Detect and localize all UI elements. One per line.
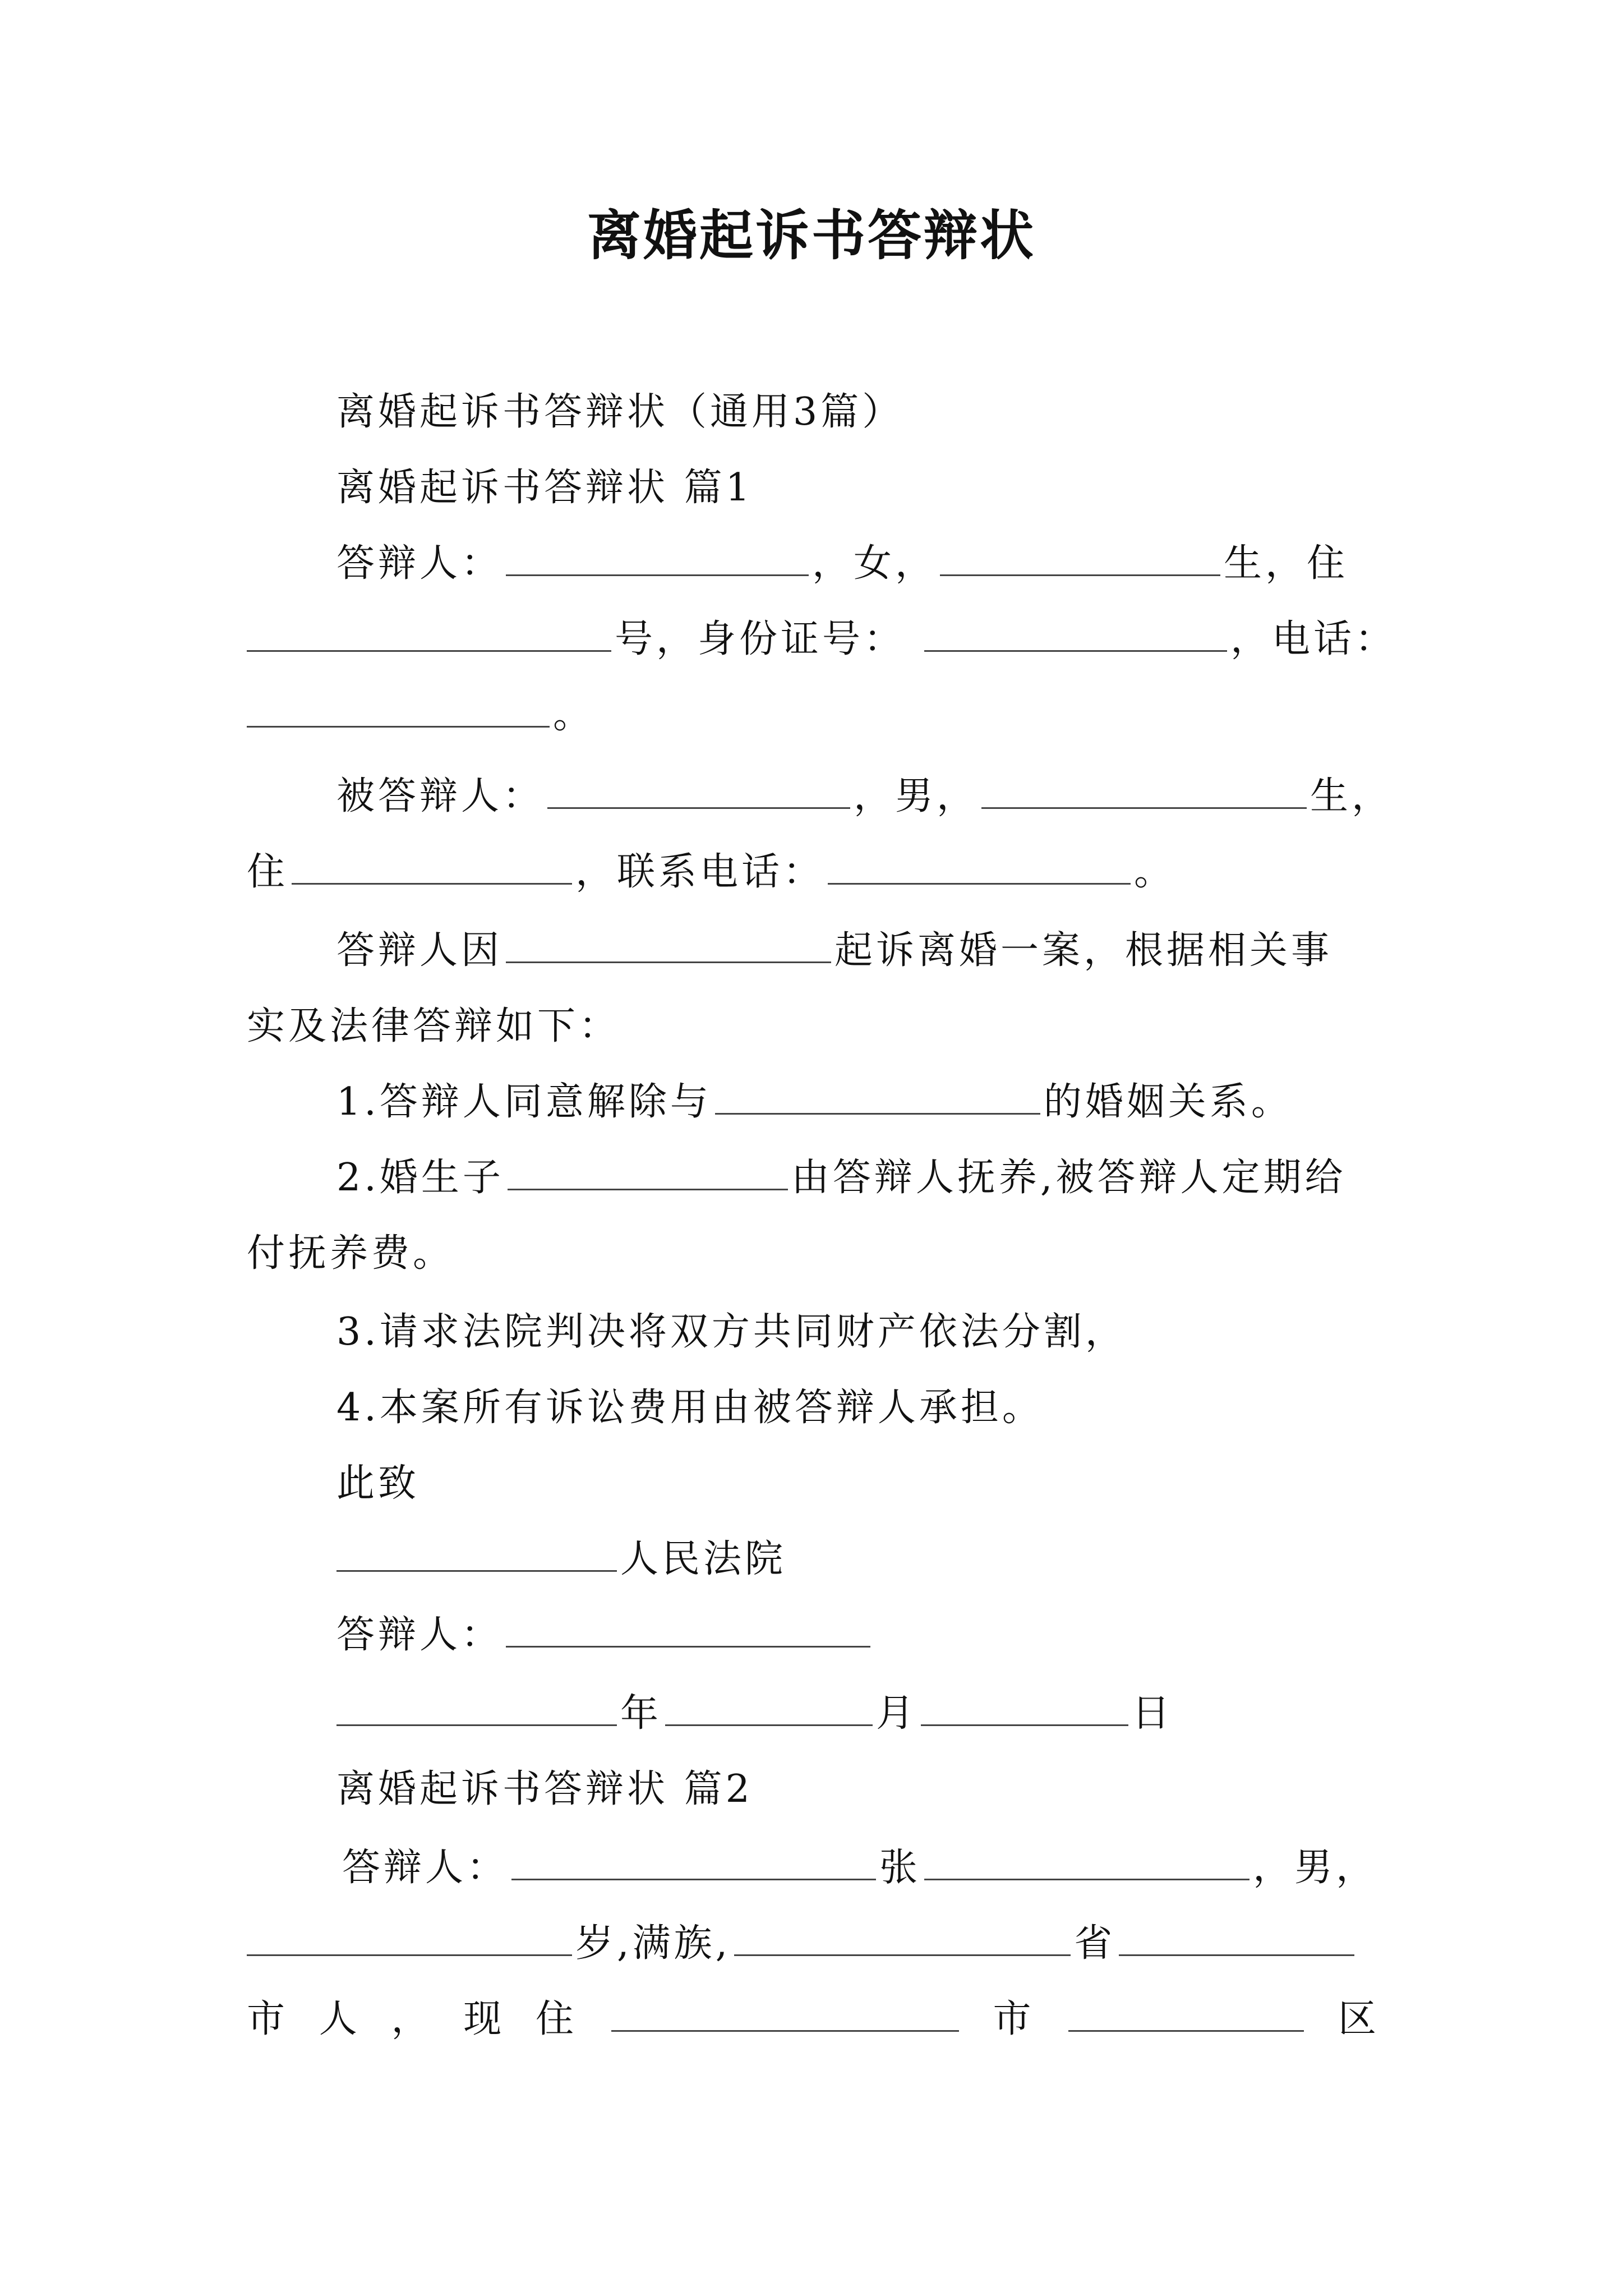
subtitle: 离婚起诉书答辩状（通用3篇） bbox=[336, 390, 904, 434]
court-label: 人民法院 bbox=[620, 1537, 787, 1581]
s2-respondent-label: 答辩人： bbox=[342, 1846, 509, 1890]
section-heading-2: 离婚起诉书答辩状 篇2 bbox=[336, 1767, 753, 1811]
item-2-suffix: 由答辩人抚养,被答辩人定期给 bbox=[791, 1156, 1347, 1200]
s2-blank-2 bbox=[924, 1845, 1249, 1880]
s2-comma: ， bbox=[391, 1997, 433, 2041]
cause-suffix: 起诉离婚一案，根据相关事 bbox=[834, 928, 1333, 973]
item-1-suffix: 的婚姻关系。 bbox=[1043, 1080, 1293, 1124]
s2-residence-city-blank bbox=[611, 1996, 959, 2032]
s2-age-blank bbox=[247, 1921, 572, 1956]
item-2-prefix: 2.婚生子 bbox=[336, 1156, 504, 1200]
period: 。 bbox=[1134, 850, 1176, 894]
item-2-blank bbox=[508, 1155, 788, 1190]
s2-blank-1 bbox=[511, 1845, 876, 1880]
respondent-line-3 bbox=[247, 690, 594, 740]
defendant-line-1 bbox=[336, 771, 1393, 822]
signer-label: 答辩人： bbox=[336, 1613, 503, 1657]
s2-line-3 bbox=[247, 1994, 1380, 2045]
s2-current-label: 现 bbox=[463, 1997, 505, 2041]
respondent-gender: ，女， bbox=[812, 541, 937, 586]
defendant-address-label: 住 bbox=[247, 850, 289, 894]
item-1 bbox=[336, 1077, 1293, 1128]
respondent-phone-label: ，电话： bbox=[1230, 617, 1396, 661]
respondent-name-blank bbox=[506, 541, 809, 576]
s2-person-label: 人 bbox=[319, 1997, 361, 2041]
cause-line-2: 实及法律答辩如下： bbox=[247, 1004, 621, 1048]
item-2-line-2: 付抚养费。 bbox=[247, 1231, 455, 1276]
s2-province-blank bbox=[734, 1921, 1071, 1956]
respondent-birth-blank bbox=[940, 541, 1220, 576]
respondent-phone-blank bbox=[247, 692, 550, 728]
cause-prefix: 答辩人因 bbox=[336, 928, 503, 973]
respondent-id-label: 号，身份证号： bbox=[615, 617, 906, 661]
s2-surname: 张 bbox=[879, 1846, 921, 1890]
respondent-line-1 bbox=[336, 539, 1348, 589]
s2-live-label: 住 bbox=[536, 1997, 578, 2041]
s2-residence-city-label: 市 bbox=[993, 1997, 1035, 2041]
s2-line-2 bbox=[247, 1918, 1358, 1969]
court-line bbox=[336, 1534, 786, 1585]
respondent-id-blank bbox=[924, 616, 1227, 652]
item-4: 4.本案所有诉讼费用由被答辩人承担。 bbox=[336, 1386, 1044, 1430]
item-2 bbox=[336, 1153, 1347, 1203]
defendant-birth-suffix: 生， bbox=[1310, 774, 1394, 818]
s2-gender: ，男， bbox=[1253, 1846, 1378, 1890]
section-heading-1: 离婚起诉书答辩状 篇1 bbox=[336, 466, 753, 510]
day-label: 日 bbox=[1132, 1691, 1174, 1736]
item-3: 3.请求法院判决将双方共同财产依法分割， bbox=[336, 1310, 1127, 1354]
s2-ethnicity: 岁,满族, bbox=[575, 1921, 731, 1966]
defendant-line-2 bbox=[247, 847, 1175, 898]
respondent-birth-suffix: 生，住 bbox=[1224, 541, 1349, 586]
respondent-line-2 bbox=[247, 614, 1396, 665]
signer-blank bbox=[506, 1612, 870, 1648]
defendant-name-blank bbox=[547, 774, 850, 809]
month-blank bbox=[665, 1691, 873, 1726]
s2-city-blank bbox=[1119, 1921, 1354, 1956]
date-line bbox=[336, 1688, 1173, 1739]
period: 。 bbox=[553, 693, 595, 737]
item-1-prefix: 1.答辩人同意解除与 bbox=[336, 1080, 712, 1124]
cause-blank bbox=[506, 928, 831, 963]
s2-province-label: 省 bbox=[1074, 1921, 1116, 1966]
signer-line bbox=[336, 1610, 874, 1660]
year-label: 年 bbox=[620, 1691, 662, 1736]
defendant-phone-label: ，联系电话： bbox=[575, 850, 825, 894]
s2-line-1 bbox=[342, 1843, 1377, 1893]
day-blank bbox=[921, 1691, 1128, 1726]
s2-district-label: 区 bbox=[1338, 1997, 1380, 2041]
month-label: 月 bbox=[876, 1691, 918, 1736]
defendant-gender: ，男， bbox=[854, 774, 979, 818]
defendant-phone-blank bbox=[828, 849, 1131, 885]
closing-cizhi: 此致 bbox=[336, 1461, 420, 1506]
item-1-blank bbox=[715, 1079, 1040, 1115]
respondent-label: 答辩人： bbox=[336, 541, 503, 586]
defendant-birth-blank bbox=[981, 774, 1307, 809]
year-blank bbox=[336, 1691, 617, 1726]
respondent-address-blank bbox=[247, 616, 611, 652]
defendant-label: 被答辩人： bbox=[336, 774, 545, 818]
defendant-address-blank bbox=[292, 849, 572, 885]
court-blank bbox=[336, 1536, 617, 1572]
cause-line-1 bbox=[336, 926, 1332, 976]
s2-district-blank bbox=[1068, 1996, 1304, 2032]
s2-city-label: 市 bbox=[247, 1997, 289, 2041]
document-title: 离婚起诉书答辩状 bbox=[587, 204, 1036, 267]
